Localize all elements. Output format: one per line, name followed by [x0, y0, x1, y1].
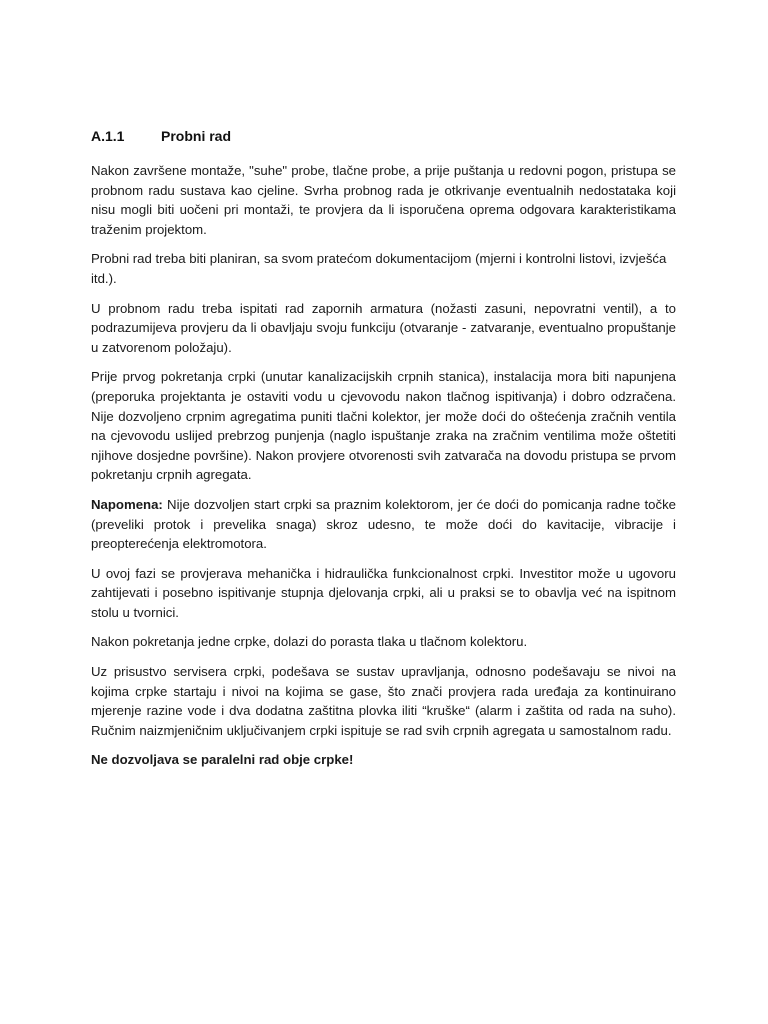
paragraph-first-start: Prije prvog pokretanja crpki (unutar kanalizacijskih crpnih stanica), instalacija mora biti napunjena (preporuka projektanta je ostaviti vodu u cjevovodu nakon tlačnog ispitivanja) i dobro odzračena. Nije dozvoljeno crpnim agregatima puniti tlačni kolektor, jer može doći do oštećenja zračnih ventila na cjevovodu uslijed prebrzog punjenja (naglo ispuštanje zraka na zračnim ventilima može oštetiti njihove dosjedne površine). Nakon provjere otvorenosti svih zatvarača na dovodu pristupa se prvom pokretanju crpnih agregata. — [91, 369, 676, 483]
note-label: Napomena: — [91, 496, 163, 512]
note-text: Nije dozvoljen start crpki sa praznim kolektorom, jer će doći do pomicanja radne točke (preveliki protok i prevelika snaga) skroz udesno, te može doći do kavitacije, vibracije i preopterećenja elektromotora. — [91, 496, 676, 552]
paragraph-pressure: Nakon pokretanja jedne crpke, dolazi do porasta tlaka u tlačnom kolektoru. — [91, 634, 528, 650]
section-heading — [91, 126, 676, 146]
paragraph-functionality: U ovoj fazi se provjerava mehanička i hidraulička funkcionalnost crpki. Investitor može u ugovoru zahtijevati i posebno ispitivanje stupnja djelovanja crpki, ali u praksi se to obavlja već na ispitnom stolu u tvornici. — [91, 565, 676, 620]
final-warning: Ne dozvoljava se paralelni rad obje crpke! — [91, 752, 354, 768]
section-title: Probni rad — [161, 128, 232, 144]
paragraph-intro: Nakon završene montaže, "suhe" probe, tlačne probe, a prije puštanja u redovni pogon, pristupa se probnom radu sustava kao cjeline. Svrha probnog rada je otkrivanje eventualnih nedostataka koji nisu mogli biti uočeni pri montaži, te provjera da li isporučena oprema odgovara karakteristikama traženim projektom. — [91, 163, 676, 237]
paragraph-note — [91, 495, 676, 554]
document-content — [91, 126, 676, 770]
section-number: A.1.1 — [91, 128, 125, 144]
paragraph-planning: Probni rad treba biti planiran, sa svom pratećom dokumentacijom (mjerni i kontrolni listovi, izvješća itd.). — [91, 251, 667, 286]
paragraph-control-setup: Uz prisustvo servisera crpki, podešava se sustav upravljanja, odnosno podešavaju se nivoi na kojima crpke startaju i nivoi na kojima se gase, što znači provjera rada uređaja za kontinuirano mjerenje razine vode i dva dodatna zaštitna plovka iliti “kruške“ (alarm i zaštita od rada na suho). Ručnim naizmjeničnim uključivanjem crpki ispituje se rad svih crpnih agregata u samostalnom radu. — [91, 664, 676, 738]
paragraph-valves: U probnom radu treba ispitati rad zapornih armatura (nožasti zasuni, nepovratni ventil), a to podrazumijeva provjeru da li obavljaju svoju funkciju (otvaranje - zatvaranje, eventualno propuštanje u zatvorenom položaju). — [91, 300, 676, 355]
